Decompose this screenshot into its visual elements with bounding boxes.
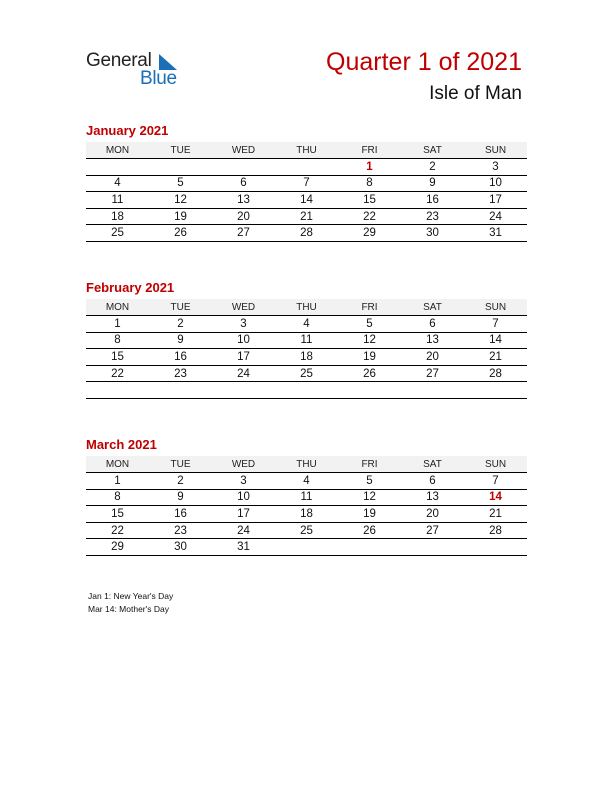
- day-cell: 29: [86, 539, 149, 556]
- day-cell: 31: [212, 539, 275, 556]
- weekday-label: FRI: [338, 142, 401, 159]
- day-cell: 8: [338, 175, 401, 192]
- day-cell: 18: [86, 208, 149, 225]
- day-cell: [212, 159, 275, 176]
- day-cell: 19: [338, 349, 401, 366]
- weekday-label: SAT: [401, 142, 464, 159]
- day-cell: 19: [149, 208, 212, 225]
- day-cell: 17: [212, 506, 275, 523]
- day-cell: 17: [464, 192, 527, 209]
- weekday-label: WED: [212, 299, 275, 316]
- weekday-header-row: [86, 299, 527, 316]
- day-cell: 20: [401, 349, 464, 366]
- day-cell: 4: [275, 473, 338, 490]
- logo-text-blue: Blue: [140, 68, 177, 89]
- day-cell: [149, 159, 212, 176]
- day-cell: 6: [212, 175, 275, 192]
- day-cell: 15: [86, 349, 149, 366]
- day-cell: 5: [338, 473, 401, 490]
- day-cell: 30: [149, 539, 212, 556]
- month-march: [86, 436, 527, 556]
- day-cell: 25: [86, 225, 149, 242]
- weekday-header-row: [86, 456, 527, 473]
- weekday-label: TUE: [149, 142, 212, 159]
- day-cell: [212, 382, 275, 399]
- day-cell: 4: [86, 175, 149, 192]
- weekday-label: SUN: [464, 142, 527, 159]
- week-row: [86, 349, 527, 366]
- day-cell: 13: [401, 489, 464, 506]
- day-cell: 23: [149, 365, 212, 382]
- week-row: [86, 175, 527, 192]
- day-cell: 24: [464, 208, 527, 225]
- logo-text-general: General: [86, 50, 152, 71]
- weekday-label: MON: [86, 142, 149, 159]
- week-row: [86, 539, 527, 556]
- day-cell: [401, 382, 464, 399]
- month-title: February 2021: [86, 280, 175, 295]
- day-cell: 10: [212, 489, 275, 506]
- day-cell: 30: [401, 225, 464, 242]
- day-cell: 16: [401, 192, 464, 209]
- day-cell: 6: [401, 316, 464, 333]
- day-cell: 15: [338, 192, 401, 209]
- week-row: [86, 316, 527, 333]
- day-cell: 7: [464, 316, 527, 333]
- weekday-label: THU: [275, 142, 338, 159]
- day-cell: 9: [401, 175, 464, 192]
- weekday-label: THU: [275, 456, 338, 473]
- day-cell: 10: [212, 332, 275, 349]
- weekday-label: MON: [86, 456, 149, 473]
- day-cell: 14: [464, 332, 527, 349]
- weekday-label: MON: [86, 299, 149, 316]
- weekday-label: TUE: [149, 456, 212, 473]
- weekday-label: FRI: [338, 456, 401, 473]
- week-row: [86, 522, 527, 539]
- holiday-note: Mar 14: Mother's Day: [88, 604, 169, 614]
- day-cell: 1: [86, 316, 149, 333]
- day-cell: 23: [149, 522, 212, 539]
- day-cell: 7: [464, 473, 527, 490]
- day-cell: 12: [338, 332, 401, 349]
- day-cell: 11: [275, 332, 338, 349]
- day-cell: 22: [86, 365, 149, 382]
- day-cell: [401, 539, 464, 556]
- day-cell: 23: [401, 208, 464, 225]
- page-subtitle: Isle of Man: [429, 83, 522, 104]
- weekday-label: THU: [275, 299, 338, 316]
- day-cell: 4: [275, 316, 338, 333]
- day-cell: 21: [464, 506, 527, 523]
- day-cell: 5: [149, 175, 212, 192]
- week-row: [86, 159, 527, 176]
- day-cell: 26: [338, 522, 401, 539]
- day-cell: 24: [212, 522, 275, 539]
- day-cell: 17: [212, 349, 275, 366]
- day-cell: 10: [464, 175, 527, 192]
- weekday-label: SAT: [401, 299, 464, 316]
- week-row: [86, 489, 527, 506]
- day-cell: 13: [401, 332, 464, 349]
- day-cell: 1: [338, 159, 401, 176]
- holiday-notes: [88, 590, 173, 616]
- logo: [86, 50, 196, 90]
- day-cell: 2: [149, 316, 212, 333]
- day-cell: 7: [275, 175, 338, 192]
- week-row: [86, 192, 527, 209]
- day-cell: 21: [464, 349, 527, 366]
- day-cell: 27: [401, 365, 464, 382]
- day-cell: 11: [275, 489, 338, 506]
- page-title: Quarter 1 of 2021: [326, 48, 522, 76]
- day-cell: 25: [275, 365, 338, 382]
- day-cell: 14: [275, 192, 338, 209]
- day-cell: [275, 382, 338, 399]
- weekday-header-row: [86, 142, 527, 159]
- day-cell: 13: [212, 192, 275, 209]
- day-cell: 26: [338, 365, 401, 382]
- day-cell: [275, 159, 338, 176]
- week-row: [86, 506, 527, 523]
- week-row: [86, 225, 527, 242]
- day-cell: 9: [149, 332, 212, 349]
- day-cell: 31: [464, 225, 527, 242]
- day-cell: [275, 539, 338, 556]
- day-cell: 29: [338, 225, 401, 242]
- day-cell: 11: [86, 192, 149, 209]
- day-cell: 9: [149, 489, 212, 506]
- day-cell: 3: [212, 473, 275, 490]
- day-cell: 28: [275, 225, 338, 242]
- day-cell: 8: [86, 332, 149, 349]
- week-row: [86, 365, 527, 382]
- month-january: [86, 122, 527, 242]
- week-row: [86, 332, 527, 349]
- day-cell: 18: [275, 349, 338, 366]
- weekday-label: TUE: [149, 299, 212, 316]
- day-cell: 6: [401, 473, 464, 490]
- day-cell: [338, 382, 401, 399]
- weekday-label: FRI: [338, 299, 401, 316]
- day-cell: 1: [86, 473, 149, 490]
- day-cell: 28: [464, 522, 527, 539]
- day-cell: 28: [464, 365, 527, 382]
- day-cell: 20: [401, 506, 464, 523]
- day-cell: 3: [212, 316, 275, 333]
- day-cell: [338, 539, 401, 556]
- holiday-note: Jan 1: New Year's Day: [88, 591, 174, 601]
- day-cell: 5: [338, 316, 401, 333]
- day-cell: 21: [275, 208, 338, 225]
- month-february: [86, 279, 527, 399]
- day-cell: [86, 159, 149, 176]
- day-cell: 16: [149, 349, 212, 366]
- weekday-label: SUN: [464, 299, 527, 316]
- weekday-label: SAT: [401, 456, 464, 473]
- calendar-grid: [86, 456, 527, 556]
- day-cell: 24: [212, 365, 275, 382]
- day-cell: 19: [338, 506, 401, 523]
- calendar-grid: [86, 299, 527, 399]
- day-cell: 2: [149, 473, 212, 490]
- day-cell: 12: [338, 489, 401, 506]
- day-cell: [149, 382, 212, 399]
- day-cell: [464, 539, 527, 556]
- week-row: [86, 382, 527, 399]
- day-cell: 27: [212, 225, 275, 242]
- weekday-label: WED: [212, 456, 275, 473]
- day-cell: 27: [401, 522, 464, 539]
- day-cell: [464, 382, 527, 399]
- day-cell: 20: [212, 208, 275, 225]
- day-cell: 14: [464, 489, 527, 506]
- calendar-grid: [86, 142, 527, 242]
- day-cell: 26: [149, 225, 212, 242]
- month-title: March 2021: [86, 437, 157, 452]
- day-cell: 12: [149, 192, 212, 209]
- weekday-label: SUN: [464, 456, 527, 473]
- day-cell: 2: [401, 159, 464, 176]
- day-cell: 8: [86, 489, 149, 506]
- day-cell: 22: [338, 208, 401, 225]
- day-cell: 15: [86, 506, 149, 523]
- day-cell: [86, 382, 149, 399]
- day-cell: 16: [149, 506, 212, 523]
- weekday-label: WED: [212, 142, 275, 159]
- day-cell: 22: [86, 522, 149, 539]
- week-row: [86, 473, 527, 490]
- day-cell: 18: [275, 506, 338, 523]
- month-title: January 2021: [86, 123, 169, 138]
- week-row: [86, 208, 527, 225]
- day-cell: 3: [464, 159, 527, 176]
- day-cell: 25: [275, 522, 338, 539]
